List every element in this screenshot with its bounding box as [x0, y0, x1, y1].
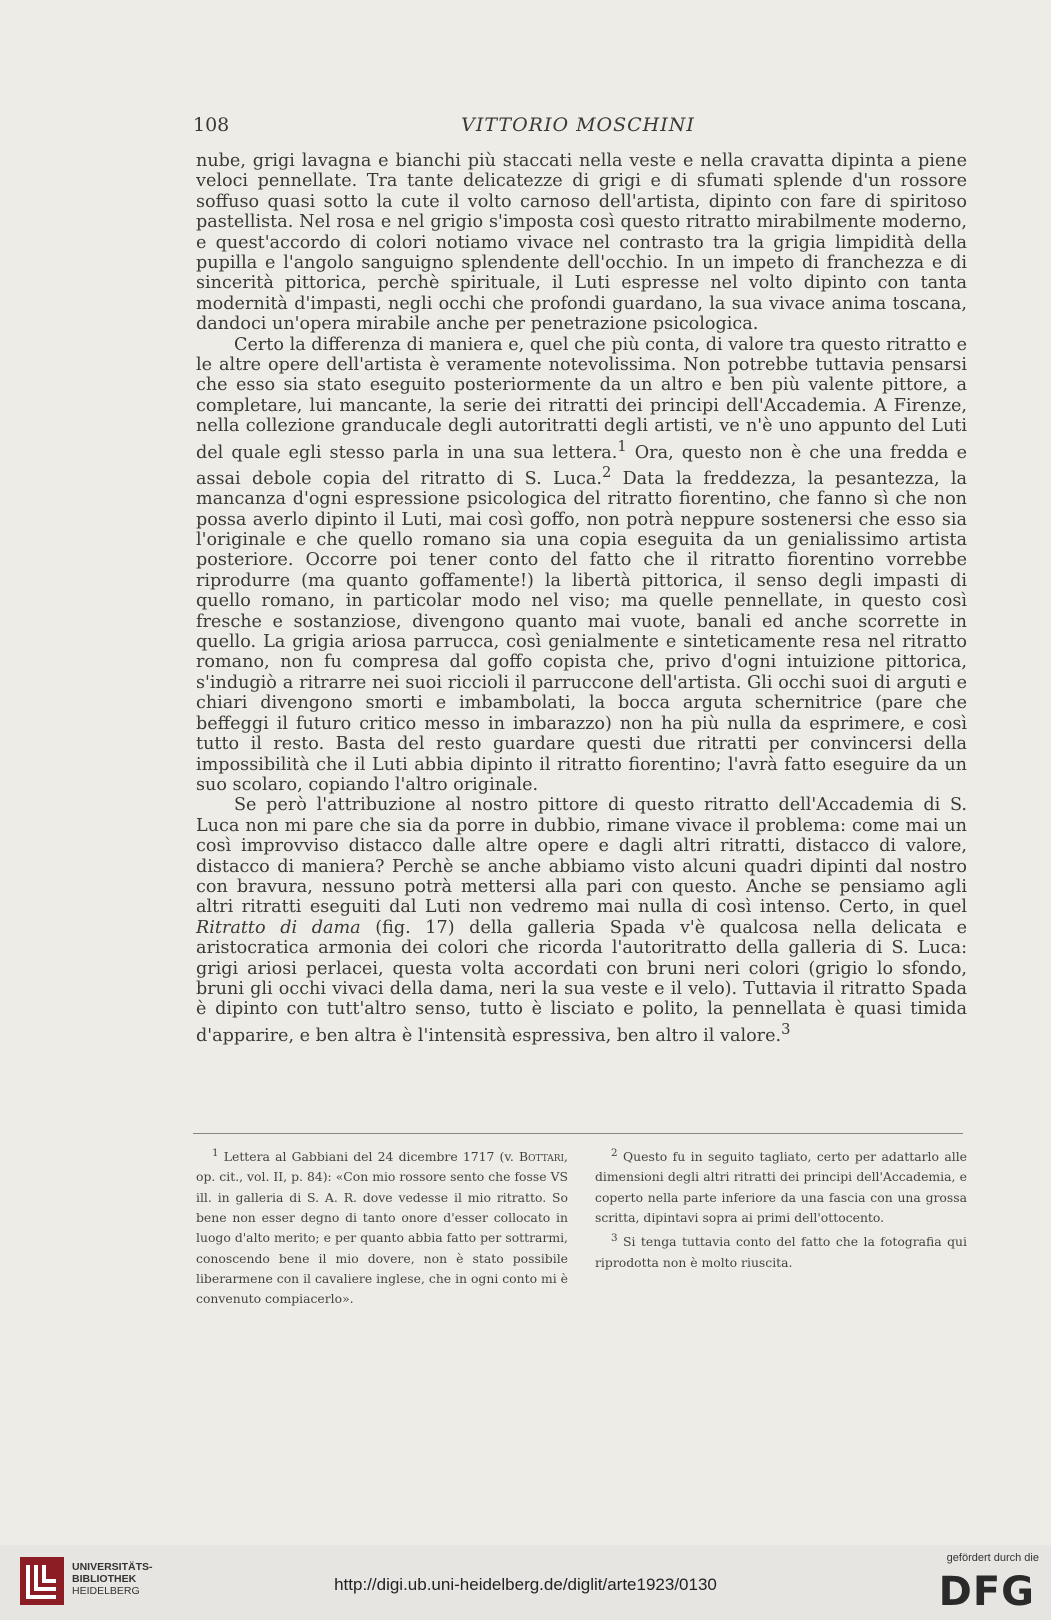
- page-header: [193, 114, 963, 138]
- footnote-3: [595, 1228, 967, 1273]
- footnote-1: [196, 1143, 568, 1310]
- footnote-3-mark: 3: [611, 1232, 618, 1245]
- footnote-1-author: Bottari: [519, 1149, 565, 1165]
- footnotes-left-column: [196, 1143, 568, 1310]
- footnote-2: [595, 1143, 967, 1228]
- footnote-ref-2[interactable]: 2: [601, 463, 612, 481]
- document-url-link[interactable]: http://digi.ub.uni-heidelberg.de/diglit/arte1923/0130: [334, 1575, 717, 1594]
- artwork-title: Ritratto di dama: [196, 917, 361, 938]
- footnote-2-text: Questo fu in seguito tagliato, certo per adattarlo alle dimensioni degli altri ritratti dei principi dell'Accademia, e coperto nella parte inferiore da una fascia con una grossa scritta, dipintavi sopra ai primi dell'ottocento.: [595, 1149, 967, 1226]
- paragraph-3-text-a: Se però l'attribuzione al nostro pittore di questo ritratto dell'Accademia di S. Luca non mi pare che sia da porre in dubbio, rimane vivace il problema: come mai un così improvviso distacco dalle altre opere e dagli altri ritratti, distacco di valore, distacco di maniera? Perchè se anche abbiamo visto alcuni quadri dipinti dal nostro con bravura, nessuno potrà mettersi alla pari con questo. Anche se pensiamo agli altri ritratti eseguiti dal Luti non vedremo mai nulla di così intenso. Certo, in quel: [196, 795, 967, 918]
- paragraph-2-text-a: Certo la differenza di maniera e, quel che più conta, di valore tra questo ritratto e le altre opere dell'artista è veramente notevolissima. Non potrebbe tuttavia pensarsi che esso sia stato eseguito posteriormente da un altro e ben più valente pittore, a completare, lui mancante, la serie dei ritratti dei principi dell'Accademia. A Firenze, nella collezione granducale degli autoritratti degli artisti, ve n'è uno appunto del Luti del quale egli stesso parla in una sua lettera.: [196, 334, 967, 463]
- paragraph-2: [196, 335, 967, 796]
- footnote-1-text-a: Lettera al Gabbiani del 24 dicembre 1717 (v.: [218, 1149, 520, 1165]
- running-head: VITTORIO MOSCHINI: [461, 114, 695, 136]
- paragraph-2-text-c: Data la freddezza, la pesantezza, la mancanza d'ogni espressione psicologica del ritratto fiorentino, che fanno sì che non possa averlo dipinto il Luti, mai così goffo, non potrà neppure sostenersi che esso sia l'originale e che quello romano sia una copia eseguita da un genialissimo artista posteriore. Occorre poi tener conto del fatto che il ritratto fiorentino vorrebbe riprodurre (ma quanto goffamente!) la libertà pittorica, il senso degli impasti di quello romano, in particolar modo nel viso; ma quelle pennellate, in questo così fresche e sostanziose, divengono quanto mai vuote, banali ed anche scorrette in quello. La grigia ariosa parrucca, così genialmente e sinteticamente resa nel ritratto romano, non fu compresa dal goffo copista che, privo d'ogni intuizione pittorica, s'indugiò a ritrarre nei suoi riccioli il parruccone dell'artista. Gli occhi suoi di arguti e chiari divengono smorti e imbambolati, la bocca arguta schernitrice (pare che beffeggi il futuro critico messo in imbarazzo) non ha più nulla da esprimere, e così tutto il resto. Basta del resto guardare questi due ritratti per convincersi della impossibilità che il Luti abbia dipinto il ritratto fiorentino; l'avrà fatto eseguire da un suo scolaro, copiando l'altro originale.: [196, 468, 968, 795]
- paragraph-1: nube, grigi lavagna e bianchi più staccati nella veste e nella cravatta dipinta a piene veloci pennellate. Tra tante delicatezze di grigi e di sfumati splende d'un rossore soffuso quasi sotto la cute il volto carnoso dell'artista, dipinto con fare di spiritoso pastellista. Nel rosa e nel grigio s'imposta così questo ritratto mirabilmente moderno, e quest'accordo di colori notiamo vivace nel contrasto tra la grigia limpidità della pupilla e l'angolo sanguigno splendente dell'occhio. In un impeto di franchezza e di sincerità pittorica, perchè spirituale, il Luti espresse nel volto dipinto con tanta modernità d'impasti, negli occhi che profondi guardano, la sua vivace anima toscana, dandoci un'opera mirabile anche per penetrazione psicologica.: [196, 151, 967, 335]
- footnotes: [196, 1143, 967, 1310]
- footnote-1-mark: 1: [212, 1147, 219, 1159]
- footnote-2-mark: 2: [611, 1147, 618, 1159]
- footnote-3-text: Si tenga tuttavia conto del fatto che la fotografia qui riprodotta non è molto riuscita.: [595, 1234, 967, 1270]
- page-number: 108: [193, 114, 230, 136]
- digitization-footer: [0, 1545, 1051, 1620]
- library-name: UNIVERSITÄTS- BIBLIOTHEK HEIDELBERG: [72, 1561, 153, 1597]
- body-text: [196, 151, 967, 1046]
- footnote-ref-1[interactable]: 1: [617, 437, 627, 455]
- footnote-1-text-b: , op. cit., vol. II, p. 84): «Con mio rossore sento che fosse VS ill. in galleria di S. A. R. dove vedesse il mio ritratto. So bene non esser degno di tanto onore d'esser collocato in luogo d'alto merito; e per quanto abbia fatto per sottrarmi, conoscendo bene il mio dovere, non è stato possibile liberarmene con il cavaliere inglese, che in ogni conto mi è convenuto compiacerlo».: [196, 1149, 568, 1307]
- footnotes-right-column: [595, 1143, 967, 1310]
- paragraph-2-text-b: Ora, questo non è che una fredda e assai debole copia del ritratto di S. Luca.: [196, 442, 967, 489]
- footnote-divider: [193, 1133, 963, 1134]
- paragraph-3: [196, 795, 967, 1046]
- footnote-ref-3[interactable]: 3: [781, 1020, 791, 1038]
- dfg-logo: DFG: [938, 1569, 1035, 1615]
- sponsor-caption: gefördert durch die: [946, 1552, 1039, 1564]
- paragraph-3-text-b: (fig. 17) della galleria Spada v'è qualcosa nella delicata e aristocratica armonia dei colori che ricorda l'autoritratto della galleria di S. Luca: grigi ariosi perlacei, questa volta accordati con bruni neri colori (grigio lo sfondo, bruni gli occhi vivaci della dama, neri la sua veste e il velo). Tuttavia il ritratto Spada è dipinto con tutt'altro senso, tutto è lisciato e polito, la pennellata è quasi timida d'apparire, e ben altra è l'intensità espressiva, ben altro il valore.: [196, 917, 967, 1046]
